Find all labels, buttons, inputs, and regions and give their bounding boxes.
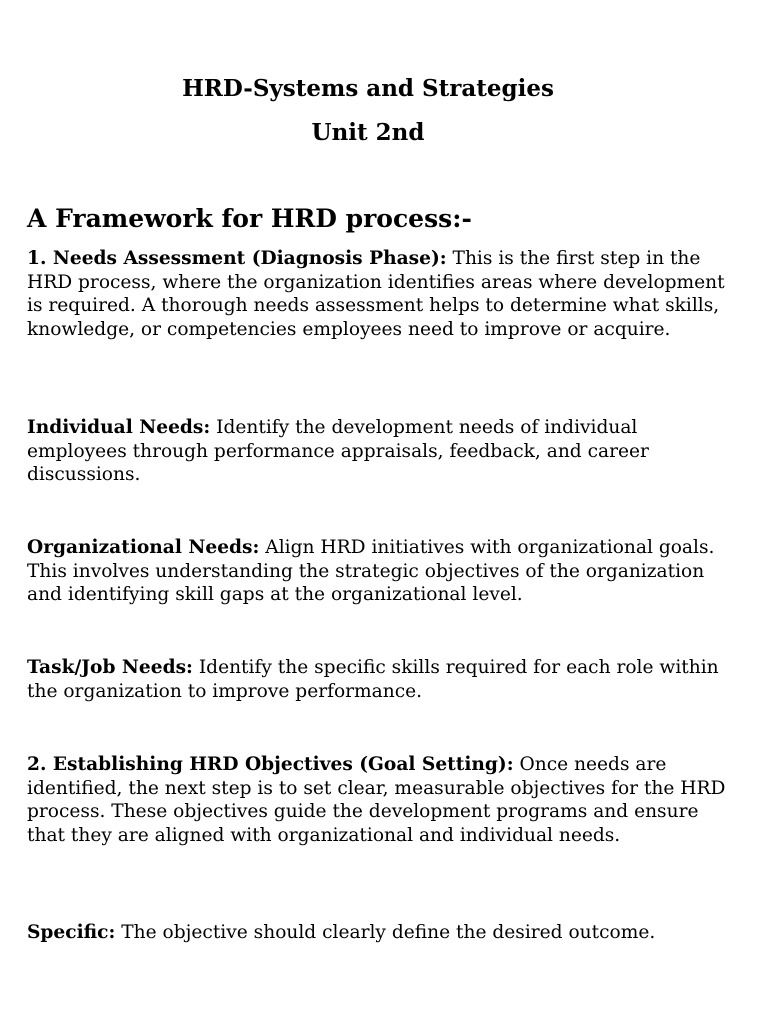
paragraph-text: Identify the specific skills required for each role within the organization to improve performance. bbox=[27, 657, 719, 702]
paragraph-text: Align HRD initiatives with organizational goals. This involves understanding the strategic objectives of the organization and identifying skill gaps at the organizational level. bbox=[27, 537, 715, 605]
paragraph-lead: 2. Establishing HRD Objectives (Goal Setting): bbox=[27, 754, 514, 775]
paragraph-text: The objective should clearly define the desired outcome. bbox=[115, 922, 656, 943]
paragraph-needs-assessment bbox=[27, 247, 727, 341]
document-subtitle: Unit 2nd bbox=[311, 119, 425, 146]
paragraph-establishing-objectives bbox=[27, 753, 727, 847]
document-title: HRD-Systems and Strategies bbox=[182, 75, 554, 102]
paragraph-lead: Individual Needs: bbox=[27, 417, 211, 438]
paragraph-task-job-needs bbox=[27, 656, 727, 703]
paragraph-text: This is the first step in the HRD process, where the organization identifies areas where development is required. A thorough needs assessment helps to determine what skills, knowledge, or competencies employees need to improve or acquire. bbox=[27, 248, 725, 340]
paragraph-lead: Task/Job Needs: bbox=[27, 657, 193, 678]
paragraph-text: Once needs are identified, the next step is to set clear, measurable objectives for the HRD process. These objectives guide the development programs and ensure that they are aligned with organizational and individual needs. bbox=[27, 754, 726, 846]
paragraph-lead: 1. Needs Assessment (Diagnosis Phase): bbox=[27, 248, 447, 269]
paragraph-specific bbox=[27, 921, 727, 945]
paragraph-lead: Organizational Needs: bbox=[27, 537, 260, 558]
paragraph-text: Identify the development needs of individual employees through performance appraisals, feedback, and career discussions. bbox=[27, 417, 649, 485]
paragraph-lead: Specific: bbox=[27, 922, 116, 943]
section-heading: A Framework for HRD process:- bbox=[27, 204, 472, 233]
paragraph-individual-needs bbox=[27, 416, 727, 487]
paragraph-organizational-needs bbox=[27, 536, 727, 607]
